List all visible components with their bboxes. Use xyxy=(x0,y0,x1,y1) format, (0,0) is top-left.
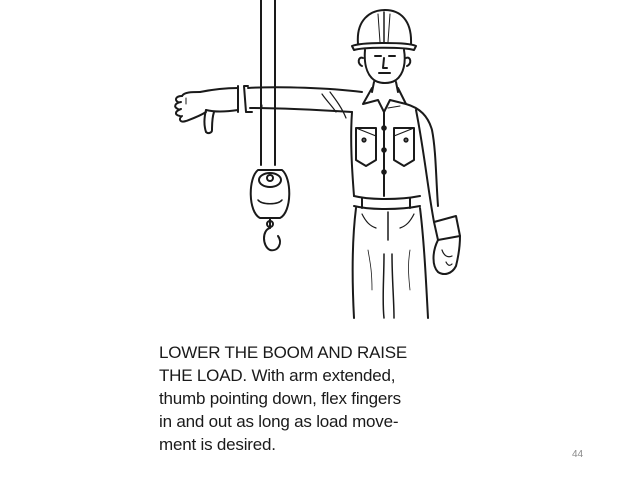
caption-line: ment is desired. xyxy=(159,435,276,454)
worker-torso xyxy=(351,104,438,206)
crane-hook-icon xyxy=(251,170,290,250)
page-number: 44 xyxy=(572,449,584,460)
shirt-collar xyxy=(363,88,406,112)
hand-thumb-down-icon xyxy=(175,88,238,133)
hand-signal-illustration xyxy=(150,0,480,320)
caption-line: in and out as long as load move- xyxy=(159,412,399,431)
caption-line: LOWER THE BOOM AND RAISE xyxy=(159,343,408,362)
signal-caption xyxy=(159,341,499,456)
trousers xyxy=(353,208,428,318)
caption-line: thumb pointing down, flex fingers xyxy=(159,389,401,408)
worker-head xyxy=(359,50,411,92)
hard-hat xyxy=(352,10,416,50)
belt xyxy=(354,196,420,209)
caption-line: THE LOAD. With arm extended, xyxy=(159,366,396,385)
crane-cable xyxy=(261,0,275,165)
extended-arm xyxy=(238,86,362,118)
